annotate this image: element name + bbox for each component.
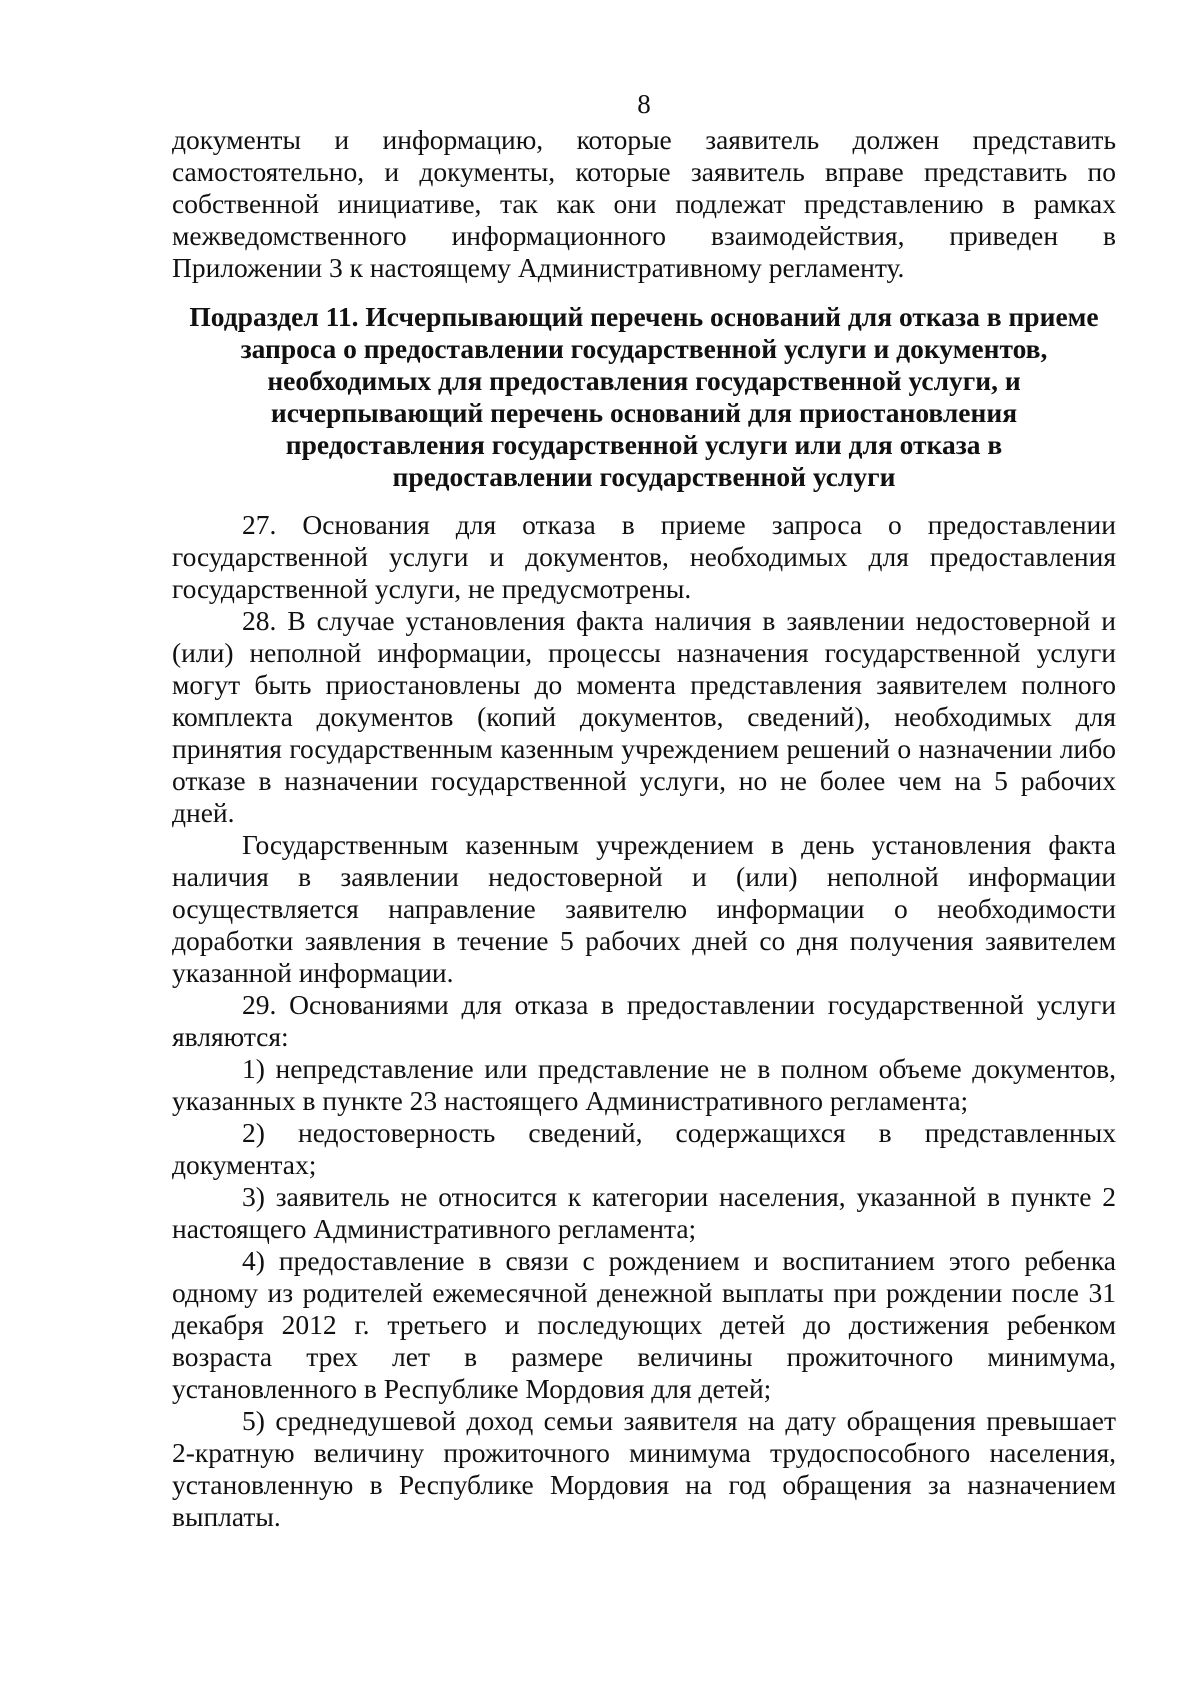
paragraph-27: 27. Основания для отказа в приеме запроса о предоставлении государственной услуги и документов, необходимых для предоставления государственной услуги, не предусмотрены. (172, 509, 1116, 604)
list-item-1: 1) непредставление или представление не в полном объеме документов, указанных в пункте 23 настоящего Административного регламента; (172, 1053, 1116, 1116)
list-item-3: 3) заявитель не относится к категории населения, указанной в пункте 2 настоящего Административного регламента; (172, 1181, 1116, 1244)
paragraph-29: 29. Основаниями для отказа в предоставлении государственной услуги являются: (172, 989, 1116, 1052)
list-item-2: 2) недостоверность сведений, содержащихся в представленных документах; (172, 1117, 1116, 1180)
heading-line: предоставления государственной услуги или для отказа в (285, 429, 1003, 460)
page-number: 8 (637, 89, 651, 119)
heading-line: исчерпывающий перечень оснований для приостановления (270, 397, 1018, 428)
heading-line: предоставлении государственной услуги (392, 461, 896, 492)
intro-block (172, 124, 1116, 284)
heading-line: запроса о предоставлении государственной услуги и документов, (240, 333, 1048, 364)
heading-line: необходимых для предоставления государственной услуги, и (267, 365, 1021, 396)
list-item-4: 4) предоставление в связи с рождением и воспитанием этого ребенка одному из родителей ежемесячной денежной выплаты при рождении после 31 декабря 2012 г. третьего и последующих детей до достижения ребенком возраста трех лет в размере величины прожиточного минимума, установленного в Республике Мордовия для детей; (172, 1245, 1116, 1404)
heading-line: Подраздел 11. Исчерпывающий перечень оснований для отказа в приеме (189, 301, 1099, 332)
main-body (172, 509, 1116, 1533)
paragraph-28-continued: Государственным казенным учреждением в день установления факта наличия в заявлении недостоверной и (или) неполной информации осуществляется направление заявителю информации о необходимости доработки заявления в течение 5 рабочих дней со дня получения заявителем указанной информации. (172, 829, 1116, 988)
subsection-heading (172, 301, 1116, 493)
paragraph-28: 28. В случае установления факта наличия в заявлении недостоверной и (или) неполной информации, процессы назначения государственной услуги могут быть приостановлены до момента представления заявителем полного комплекта документов (копий документов, сведений), необходимых для принятия государственным казенным учреждением решений о назначении либо отказе в назначении государственной услуги, но не более чем на 5 рабочих дней. (172, 605, 1116, 828)
list-item-5: 5) среднедушевой доход семьи заявителя на дату обращения превышает 2-кратную величину прожиточного минимума трудоспособного населения, установленную в Республике Мордовия на год обращения за назначением выплаты. (172, 1405, 1116, 1532)
intro-paragraph: документы и информацию, которые заявитель должен представить самостоятельно, и документы, которые заявитель вправе представить по собственной инициативе, так как они подлежат представлению в рамках межведомственного информационного взаимодействия, приведен в Приложении 3 к настоящему Административному регламенту. (172, 124, 1116, 283)
